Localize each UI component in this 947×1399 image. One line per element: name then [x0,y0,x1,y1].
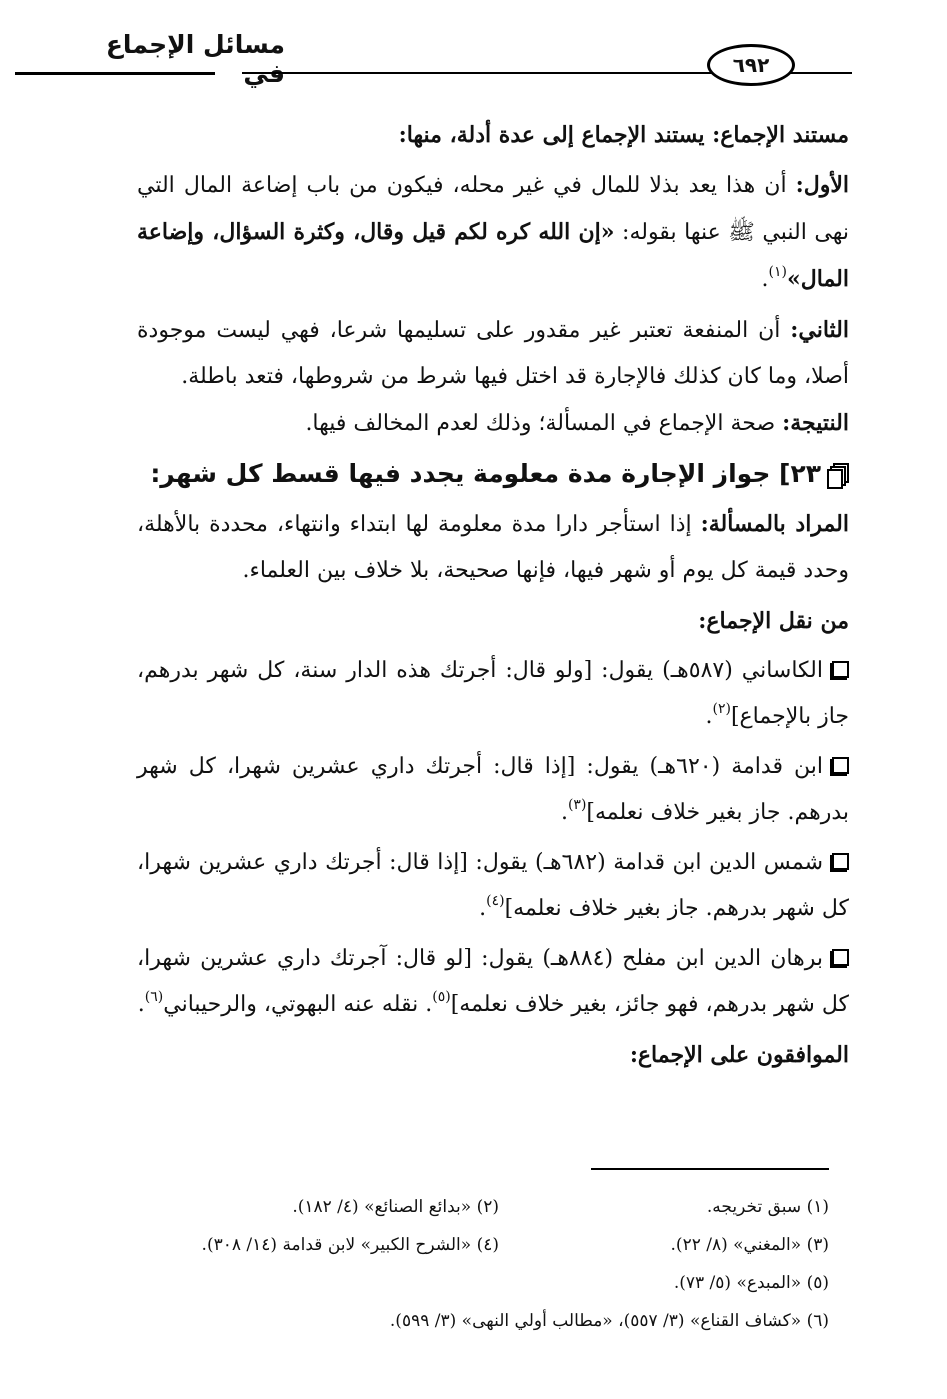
hadith-quote: «إن الله كره لكم قيل وقال، وكثرة السؤال، وإضاعة المال» [137,219,849,292]
footnote: (٥) «المبدع» (٥/ ٧٣). [673,1273,829,1293]
agreeing-heading: الموافقون على الإجماع: [629,1042,849,1068]
paragraph-meaning [137,501,849,594]
section-heading-text: ٢٣] جواز الإجارة مدة معلومة يجدد فيها قسط كل شهر: [150,459,821,488]
result-label: النتيجة: [782,410,849,436]
checkbox-bullet-icon [832,661,849,678]
quote-item [137,744,849,836]
quote-item [137,936,849,1028]
checkbox-bullet-icon [832,757,849,774]
documents-icon [831,463,849,485]
footnote-ref: (٣) [567,797,587,813]
transmitters-heading: من نقل الإجماع: [698,608,849,634]
footnote-ref: (١) [768,264,788,280]
footnote-ref: (٦) [144,989,164,1005]
evidence-heading: مستند الإجماع: يستند الإجماع إلى عدة أدلة، منها: [398,122,849,148]
period: . [479,896,487,921]
footnote-row [129,1188,829,1226]
meaning-label: المراد بالمسألة: [700,511,849,537]
footnote: (١) سبق تخريجه. [706,1197,829,1217]
section-heading [137,447,849,501]
second-text: أن المنفعة تعتبر غير مقدور على تسليمها شرعا، فهي ليست موجودة أصلا، وما كان كذلك فالإجارة قد اختل فيها شرط من شروطها، فتعد باطلة. [137,318,849,389]
footnote: (٢) «بدائع الصنائع» (٤/ ١٨٢). [292,1197,499,1217]
paragraph-result [137,400,849,447]
quote-text: برهان الدين ابن مفلح (٨٨٤هـ) يقول: [لو قال: آجرتك داري عشرين شهرا، كل شهر بدرهم، فهو جائز، بغير خلاف نعلمه] [137,946,849,1017]
paragraph-second-evidence [137,307,849,400]
period: . [705,704,713,729]
footnote-row [129,1302,829,1340]
checkbox-bullet-icon [832,853,849,870]
first-text: أن هذا يعد بذلا للمال في غير محله، فيكون من باب إضاعة المال التي نهى النبي ﷺ عنها بقوله: [137,173,849,245]
footnote: (٦) «كشاف القناع» (٣/ ٥٥٧)، «مطالب أولي النهى» (٣/ ٥٩٩). [389,1311,829,1331]
period: . [560,800,568,825]
header-rule-left [15,72,215,75]
quote-text: شمس الدين ابن قدامة (٦٨٢هـ) يقول: [إذا قال: أجرتك داري عشرين شهرا، كل شهر بدرهم. جاز بغير خلاف نعلمه] [137,850,849,921]
quote-text: ابن قدامة (٦٢٠هـ) يقول: [إذا قال: أجرتك داري عشرين شهرا، كل شهر بدرهم. جاز بغير خلاف نعلمه] [137,754,849,825]
footnote-row [129,1264,829,1302]
footnote-ref: (٤) [486,893,505,909]
footnotes [129,1188,829,1340]
second-label: الثاني: [790,317,849,343]
footnote: (٤) «الشرح الكبير» لابن قدامة (١٤/ ٣٠٨). [201,1235,499,1255]
checkbox-bullet-icon [832,949,849,966]
page-number: ٦٩٢ [707,44,795,86]
footnote-divider [591,1168,829,1170]
paragraph-first-evidence [137,162,849,303]
period: . [761,267,769,292]
footnote-ref: (٢) [712,701,731,717]
period: . [137,992,145,1017]
quote-text: الكاساني (٥٨٧هـ) يقول: [ولو قال: أجرتك هذه الدار سنة، كل شهر بدرهم، جاز بالإجماع] [137,658,849,729]
footnote: (٣) «المغني» (٨/ ٢٢). [670,1235,829,1255]
quote-item [137,840,849,932]
first-label: الأول: [795,172,849,198]
page-body [137,112,849,1078]
quote-item [137,648,849,740]
running-title: مسائل الإجماع في [105,30,285,88]
quote-continuation: . نقله عنه البهوتي، والرحيباني [163,992,433,1017]
meaning-text: إذا استأجر دارا مدة معلومة لها ابتداء وانتهاء، محددة بالأهلة، وحدد قيمة كل يوم أو شهر فيها، فإنها صحيحة، بلا خلاف بين العلماء. [137,512,849,583]
footnote-row [129,1226,829,1264]
footnote-ref: (٥) [432,989,451,1005]
result-text: صحة الإجماع في المسألة؛ وذلك لعدم المخالف فيها. [305,411,783,436]
